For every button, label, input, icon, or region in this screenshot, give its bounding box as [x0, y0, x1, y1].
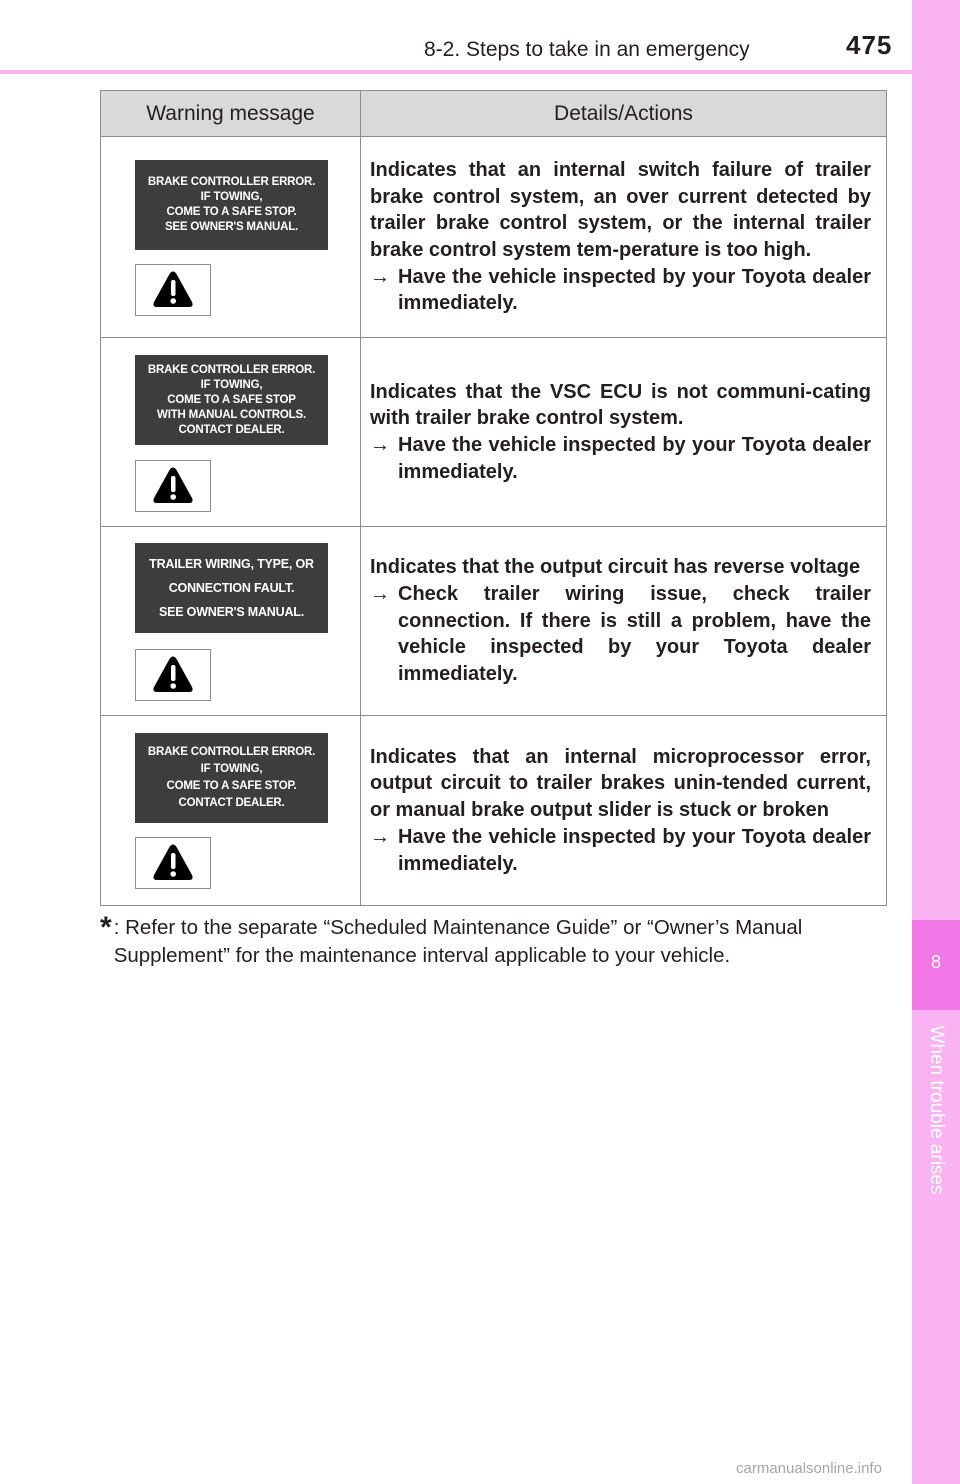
details-cell: [361, 527, 886, 715]
section-title: 8-2. Steps to take in an emergency: [424, 38, 750, 61]
display-line: COME TO A SAFE STOP: [167, 393, 296, 406]
warning-action: [370, 432, 871, 485]
display-line: COME TO A SAFE STOP.: [166, 206, 297, 218]
action-text: Have the vehicle inspected by your Toyota dealer immediately.: [398, 434, 871, 483]
warning-description: Indicates that an internal microprocessor error, output circuit to trailer brakes unin-tended current, or manual brake output slider is stuck or broken: [370, 745, 871, 822]
footnote-text: : Refer to the separate “Scheduled Maintenance Guide” or “Owner’s Manual Supplement” for the maintenance interval applicable to your vehicle.: [113, 916, 803, 967]
table-row: [101, 338, 886, 527]
table-row: [101, 137, 886, 338]
display-line: SEE OWNER'S MANUAL.: [158, 605, 304, 619]
warning-display-panel: [135, 355, 328, 445]
display-line: IF TOWING,: [200, 191, 263, 203]
chapter-side-tab: [912, 0, 960, 1484]
details-cell: [361, 716, 886, 905]
table-header: [101, 91, 886, 137]
warning-image-cell: [101, 716, 361, 905]
warning-exclamation-icon: [135, 460, 211, 512]
column-header-details: Details/Actions: [554, 101, 693, 125]
display-line: BRAKE CONTROLLER ERROR.: [147, 176, 316, 188]
details-cell: [361, 137, 886, 337]
warning-action: [370, 264, 871, 317]
chapter-number: 8: [930, 952, 941, 972]
warning-exclamation-icon: [135, 649, 211, 701]
arrow-icon: →: [370, 582, 390, 605]
display-line: IF TOWING,: [200, 763, 263, 775]
warning-action: [370, 581, 871, 688]
warning-action: [370, 824, 871, 877]
details-cell: [361, 338, 886, 526]
warning-display-panel: [135, 733, 328, 823]
display-line: CONTACT DEALER.: [178, 797, 285, 809]
warning-image-cell: [101, 137, 361, 337]
warning-image-cell: [101, 338, 361, 526]
table-row: [101, 527, 886, 716]
warning-description: Indicates that the output circuit has reverse voltage: [370, 556, 861, 579]
arrow-icon: →: [370, 434, 390, 456]
warning-description: Indicates that the VSC ECU is not communi-cating with trailer brake control system.: [370, 380, 871, 430]
display-line: BRAKE CONTROLLER ERROR.: [147, 746, 316, 758]
arrow-icon: →: [370, 265, 390, 288]
action-text: Have the vehicle inspected by your Toyota dealer immediately.: [398, 265, 871, 315]
warning-image-cell: [101, 527, 361, 715]
footnote-marker: *: [100, 911, 112, 944]
page-number: 475: [846, 30, 893, 60]
arrow-icon: →: [370, 825, 390, 848]
action-text: Check trailer wiring issue, check trailer connection. If there is still a problem, have the vehicle inspected by your Toyota dealer immediately.: [398, 582, 871, 686]
display-line: BRAKE CONTROLLER ERROR.: [147, 363, 316, 376]
warning-display-panel: [135, 543, 328, 633]
display-line: SEE OWNER'S MANUAL.: [164, 221, 299, 233]
table-row: [101, 716, 886, 905]
display-line: CONTACT DEALER.: [178, 423, 285, 436]
footnote: [100, 911, 890, 970]
display-line: CONNECTION FAULT.: [168, 581, 295, 595]
warning-description: Indicates that an internal switch failure of trailer brake control system, an over current detected by trailer brake control system, or the internal trailer brake control system tem-perature is too high.: [370, 158, 871, 261]
watermark: carmanualsonline.info: [736, 1460, 882, 1477]
header-rule: [0, 70, 912, 74]
display-line: IF TOWING,: [200, 378, 263, 391]
warning-exclamation-icon: [135, 837, 211, 889]
action-text: Have the vehicle inspected by your Toyota dealer immediately.: [398, 825, 871, 875]
display-line: TRAILER WIRING, TYPE, OR: [149, 557, 314, 571]
chapter-title: When trouble arises: [926, 1025, 947, 1195]
warning-display-panel: [135, 160, 328, 250]
column-header-warning: Warning message: [101, 91, 361, 136]
warning-exclamation-icon: [135, 264, 211, 316]
warning-message-table: [100, 90, 887, 906]
display-line: WITH MANUAL CONTROLS.: [157, 408, 306, 421]
display-line: COME TO A SAFE STOP.: [166, 780, 297, 792]
